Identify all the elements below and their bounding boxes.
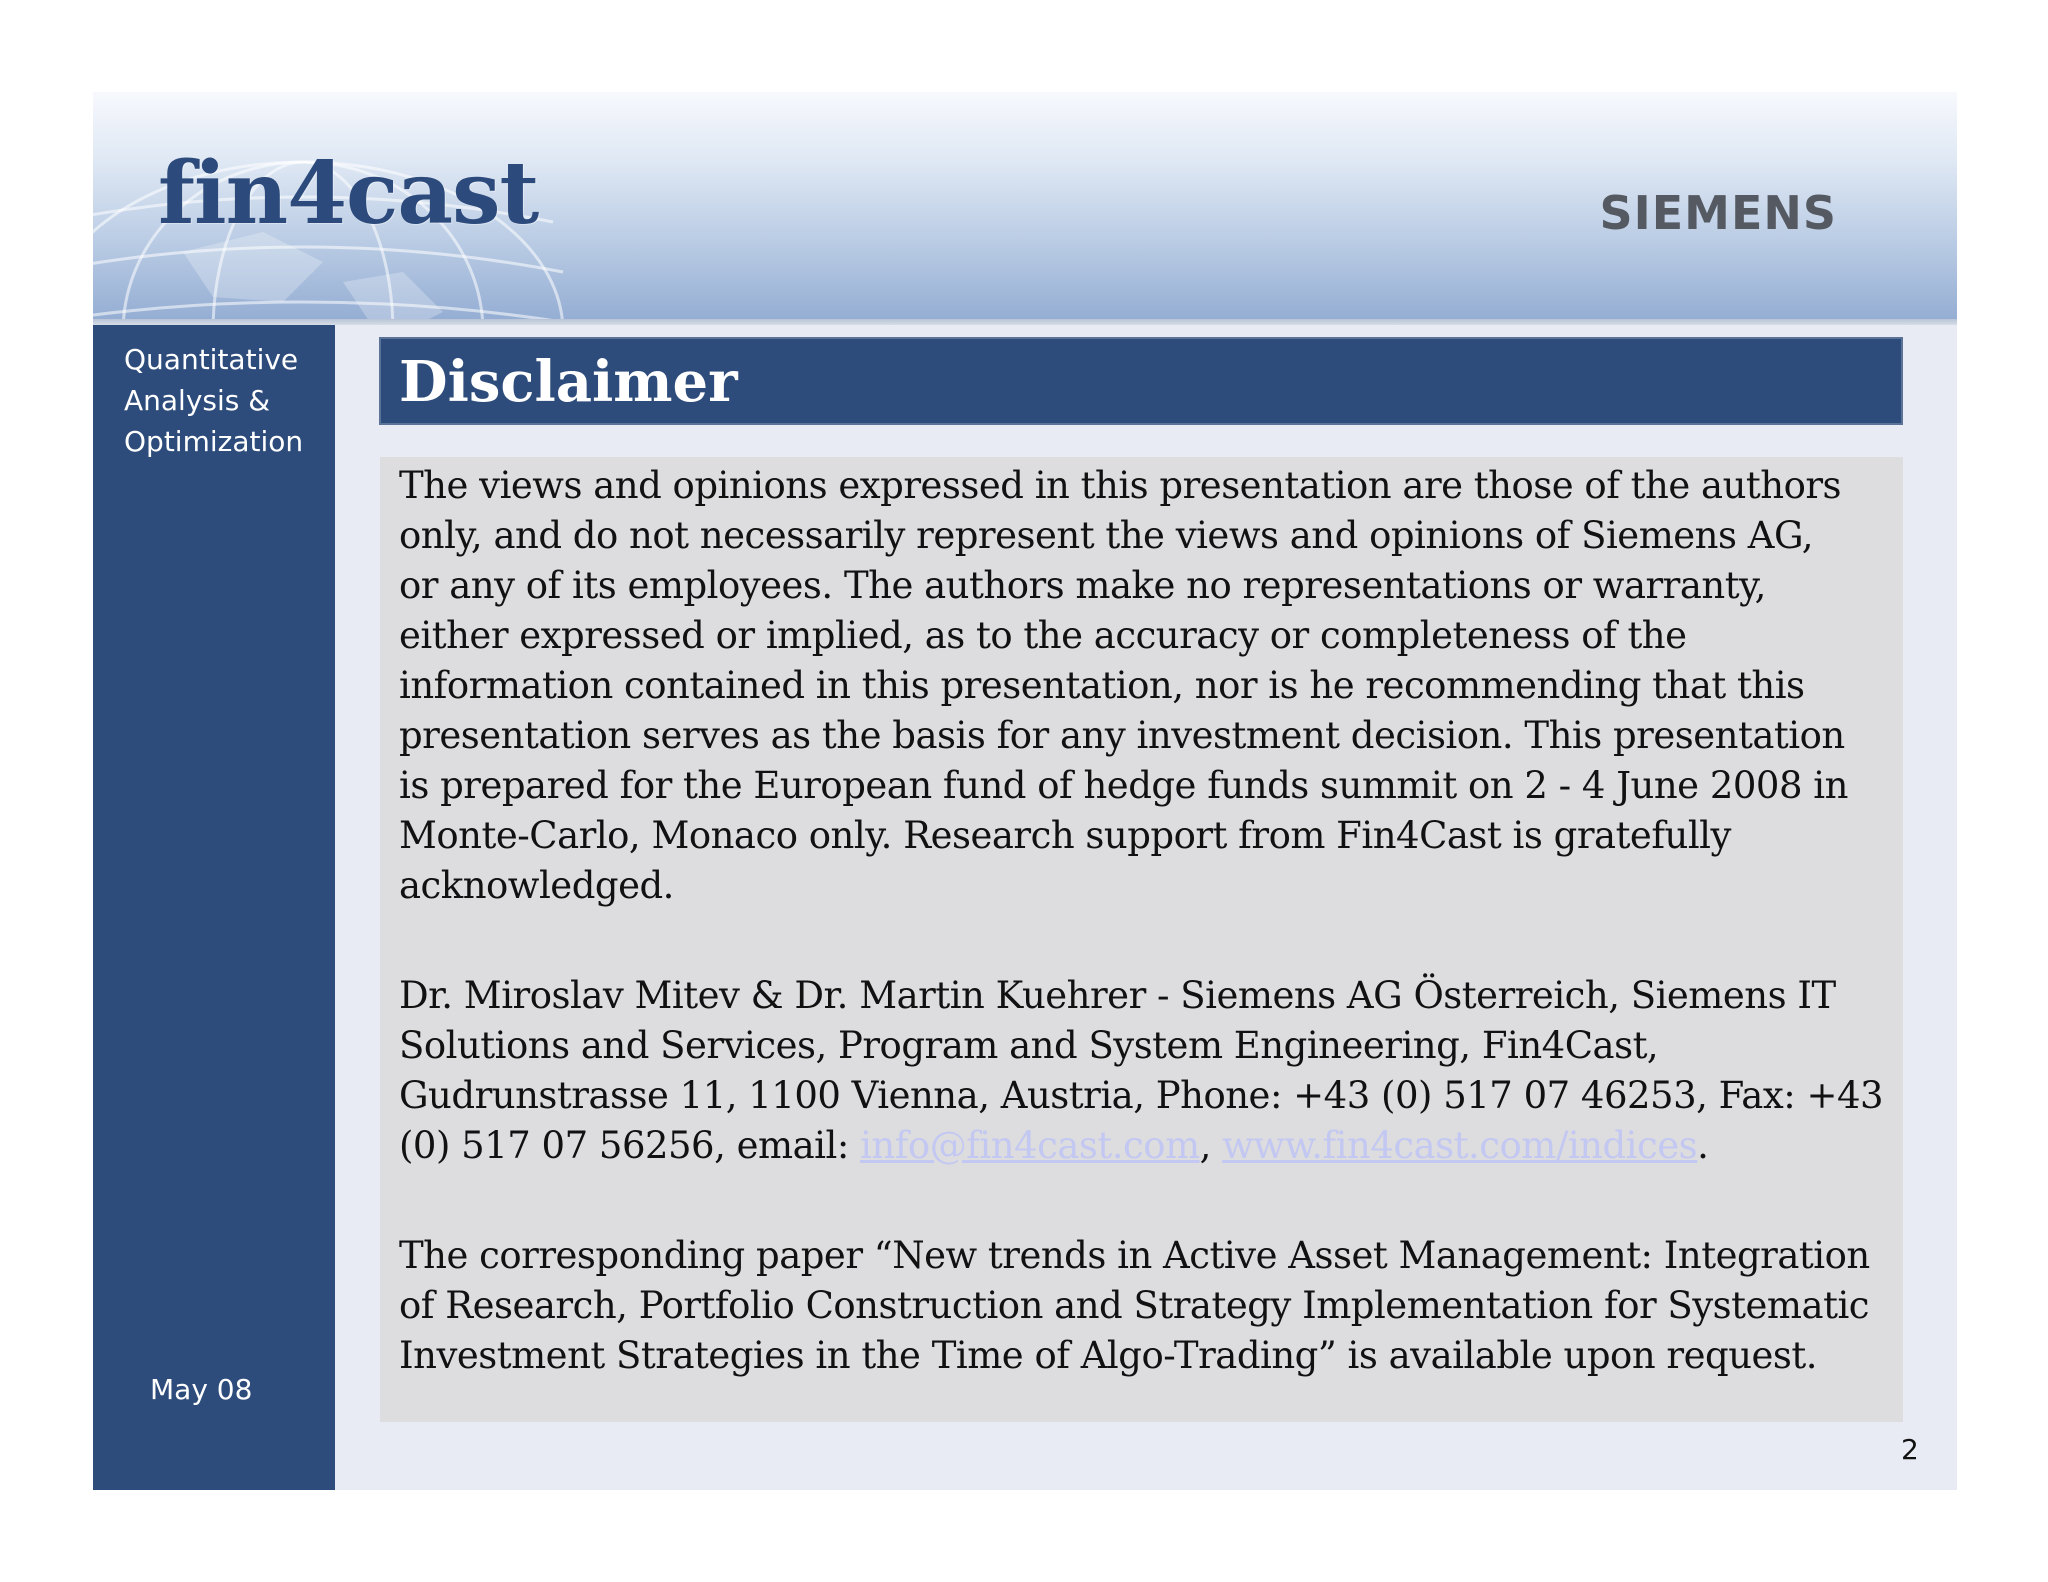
- paper-paragraph: [399, 1231, 1899, 1381]
- text-line: Monte-Carlo, Monaco only. Research support from Fin4Cast is gratefully: [399, 814, 1731, 857]
- sidebar-title-line: Analysis &: [124, 384, 271, 417]
- text-line: Gudrunstrasse 11, 1100 Vienna, Austria, Phone: +43 (0) 517 07 46253, Fax: +43: [399, 1074, 1884, 1117]
- disclaimer-box: [380, 457, 1903, 1422]
- text-line: acknowledged.: [399, 864, 674, 907]
- text-line: or any of its employees. The authors make no representations or warranty,: [399, 564, 1766, 607]
- page-title: Disclaimer: [399, 349, 738, 415]
- contact-text: (0) 517 07 56256, email:: [399, 1124, 861, 1167]
- text-line: is prepared for the European fund of hedge funds summit on 2 - 4 June 2008 in: [399, 764, 1848, 807]
- sidebar-date: May 08: [150, 1373, 253, 1406]
- text-line: The corresponding paper “New trends in Active Asset Management: Integration: [399, 1234, 1870, 1277]
- sidebar: [93, 325, 335, 1490]
- email-link[interactable]: info@fin4cast.com: [860, 1124, 1200, 1167]
- text-line: of Research, Portfolio Construction and Strategy Implementation for Systematic: [399, 1284, 1869, 1327]
- text-line: Solutions and Services, Program and System Engineering, Fin4Cast,: [399, 1024, 1659, 1067]
- title-bar: [379, 337, 1903, 425]
- separator-text: ,: [1199, 1124, 1223, 1167]
- end-punctuation: .: [1697, 1124, 1709, 1167]
- text-line: [399, 1121, 1899, 1171]
- siemens-logo: SIEMENS: [1599, 186, 1837, 240]
- text-line: Dr. Miroslav Mitev & Dr. Martin Kuehrer - Siemens AG Österreich, Siemens IT: [399, 974, 1836, 1017]
- header-banner: [93, 92, 1957, 321]
- fin4cast-logo: fin4cast: [158, 143, 539, 244]
- sidebar-title-line: Quantitative: [124, 343, 299, 376]
- header-divider: [93, 319, 1957, 325]
- text-line: only, and do not necessarily represent the views and opinions of Siemens AG,: [399, 514, 1813, 557]
- sidebar-title: [124, 339, 329, 462]
- text-line: either expressed or implied, as to the accuracy or completeness of the: [399, 614, 1687, 657]
- sidebar-title-line: Optimization: [124, 425, 304, 458]
- slide: [93, 92, 1957, 1490]
- website-link[interactable]: www.fin4cast.com/indices: [1222, 1124, 1698, 1167]
- page-number: 2: [1901, 1433, 1919, 1466]
- contact-paragraph: [399, 971, 1899, 1171]
- text-line: The views and opinions expressed in this presentation are those of the authors: [399, 464, 1842, 507]
- disclaimer-paragraph: [399, 461, 1899, 911]
- text-line: information contained in this presentation, nor is he recommending that this: [399, 664, 1805, 707]
- text-line: presentation serves as the basis for any investment decision. This presentation: [399, 714, 1845, 757]
- text-line: Investment Strategies in the Time of Algo-Trading” is available upon request.: [399, 1334, 1818, 1377]
